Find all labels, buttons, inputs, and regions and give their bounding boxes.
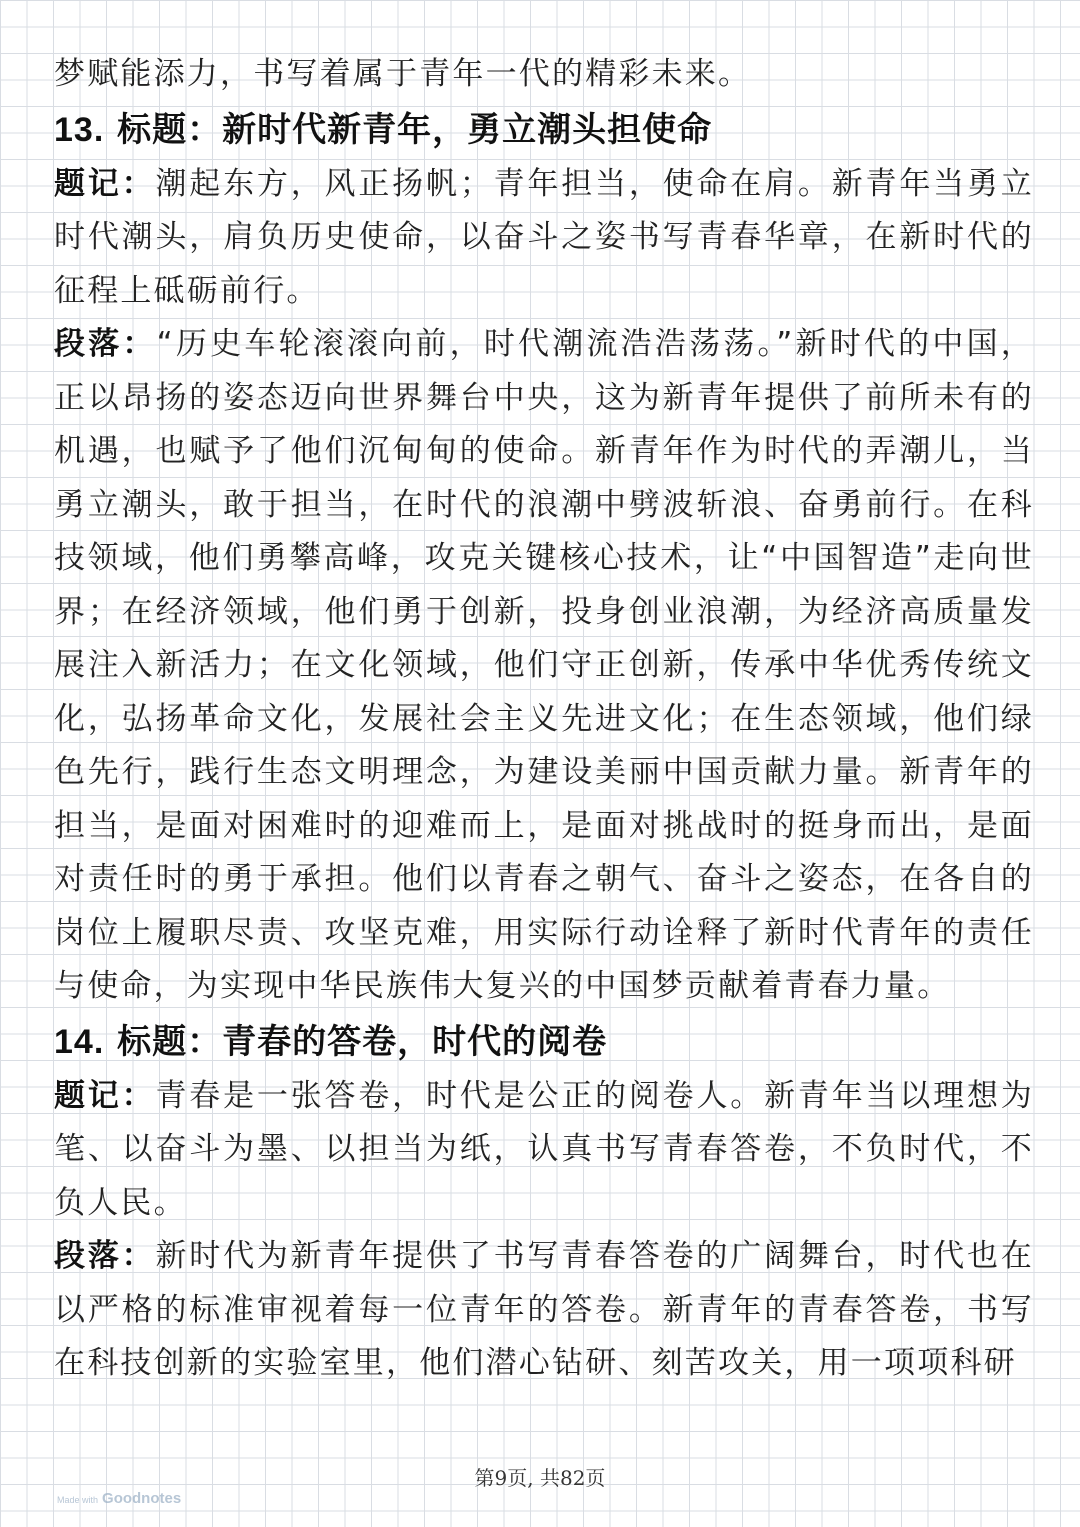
page-number: 第9页, 共82页 [474,1466,606,1490]
intro-text: 梦赋能添力，书写着属于青年一代的精彩未来。 [54,56,752,92]
inscription-label: 题记： [54,1077,156,1114]
section-14-inscription [54,1070,1034,1231]
section-14-paragraph [54,1230,1034,1391]
watermark-brand: Goodnotes [102,1490,182,1507]
paragraph-label: 段落： [54,326,157,362]
section-14-title: 标题：青春的答卷，时代的阅卷 [117,1021,608,1062]
paragraph-text: 新时代为新青年提供了书写青春答卷的广阔舞台，时代也在以严格的标准审视着每一位青年的答卷。新青年的青春答卷，书写在科技创新的实验室里，他们潜心钻研、刻苦攻关，用一项项科研 [54,1238,1034,1381]
section-13-number: 13. [54,110,105,149]
paragraph-text: “历史车轮滚滚向前，时代潮流浩浩荡荡。”新时代的中国，正以昂扬的姿态迈向世界舞台中央，这为新青年提供了前所未有的机遇，也赋予了他们沉甸甸的使命。新青年作为时代的弄潮儿，当勇立潮头，敢于担当，在时代的浪潮中劈波斩浪、奋勇前行。在科技领域，他们勇攀高峰，攻克关键核心技术，让“中国智造”走向世界；在经济领域，他们勇于创新，投身创业浪潮，为经济高质量发展注入新活力；在文化领域，他们守正创新，传承中华优秀传统文化，弘扬革命文化，发展社会主义先进文化；在生态领域，他们绿色先行，践行生态文明理念，为建设美丽中国贡献力量。新青年的担当，是面对困难时的迎难而上，是面对挑战时的挺身而出，是面对责任时的勇于承担。他们以青春之朝气、奋斗之姿态，在各自的岗位上履职尽责、攻坚克难，用实际行动诠释了新时代青年的责任与使命，为实现中华民族伟大复兴的中国梦贡献着青春力量。 [54,326,1034,1004]
section-13-inscription [54,158,1034,319]
watermark-prefix: Made with [57,1495,99,1505]
paragraph-label: 段落： [54,1238,156,1274]
section-14-heading [54,1014,1034,1070]
document-body [54,48,1034,1391]
inscription-label: 题记： [54,165,156,202]
inscription-text: 潮起东方，风正扬帆；青年担当，使命在肩。新青年当勇立时代潮头，肩负历史使命，以奋斗之姿书写青春华章，在新时代的征程上砥砺前行。 [54,165,1034,309]
section-13-title: 标题：新时代新青年，勇立潮头担使命 [117,109,713,150]
section-13-heading [54,102,1034,158]
section-14-number: 14. [54,1022,105,1061]
goodnotes-watermark [57,1490,181,1508]
section-13-paragraph [54,318,1034,1014]
inscription-text: 青春是一张答卷，时代是公正的阅卷人。新青年当以理想为笔、以奋斗为墨、以担当为纸，认真书写青春答卷，不负时代，不负人民。 [54,1077,1034,1221]
